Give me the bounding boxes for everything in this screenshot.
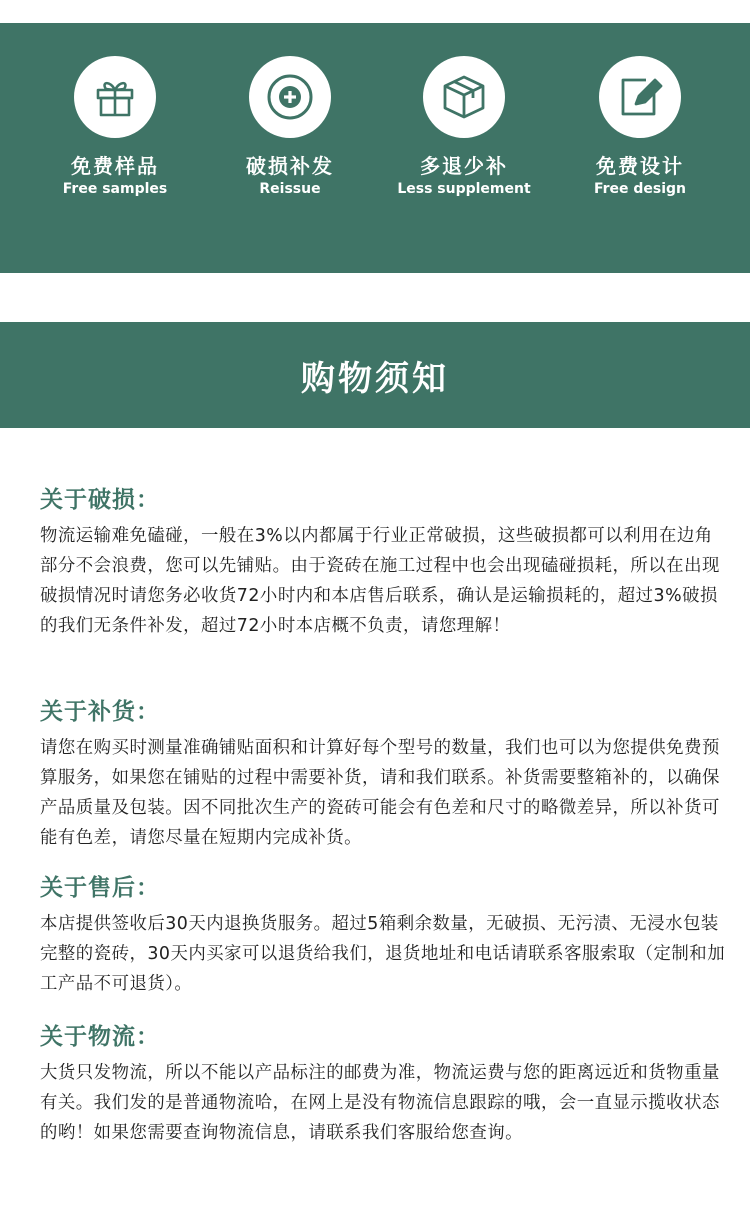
feature-reissue <box>215 56 365 198</box>
feature-free-design <box>565 56 715 198</box>
notice-title: 购物须知 <box>301 358 449 399</box>
section-body: 物流运输难免磕碰，一般在3%以内都属于行业正常破损，这些破损都可以利用在边角部分不会浪费，您可以先铺贴。由于瓷砖在施工过程中也会出现磕碰损耗，所以在出现破损情况时请您务必收货72小时内和本店售后联系，确认是运输损耗的，超过3%破损的我们无条件补发，超过72小时本店概不负责，请您理解！ <box>40 526 720 636</box>
section-heading: 关于补货： <box>40 699 160 725</box>
section-heading: 关于破损： <box>40 487 160 513</box>
section-body: 大货只发物流，所以不能以产品标注的邮费为准，物流运费与您的距离远近和货物重量有关。我们发的是普通物流哈，在网上是没有物流信息跟踪的哦，会一直显示揽收状态的哟！如果您需要查询物流信息，请联系我们客服给您查询。 <box>40 1063 720 1143</box>
section-logistics <box>40 1022 730 1148</box>
feature-icon-circle <box>74 56 156 138</box>
notice-banner <box>0 322 750 428</box>
section-body: 请您在购买时测量准确铺贴面积和计算好每个型号的数量，我们也可以为您提供免费预算服务，如果您在铺贴的过程中需要补货，请和我们联系。补货需要整箱补的，以确保产品质量及包装。因不同批次生产的瓷砖可能会有色差和尺寸的略微差异，所以补货可能有色差，请您尽量在短期内完成补货。 <box>40 738 720 848</box>
feature-subtitle: Less supplement <box>397 181 531 197</box>
feature-icon-circle <box>423 56 505 138</box>
feature-less-supplement <box>389 56 539 198</box>
section-restock <box>40 697 730 853</box>
section-heading: 关于售后： <box>40 875 160 901</box>
section-after-sales <box>40 873 730 999</box>
box-icon <box>439 72 489 122</box>
feature-subtitle: Free design <box>593 181 687 197</box>
feature-subtitle: Free samples <box>62 181 168 197</box>
feature-title: 破损补发 <box>246 154 334 178</box>
plus-circle-icon <box>265 72 315 122</box>
feature-title: 免费设计 <box>596 154 684 178</box>
edit-icon <box>616 73 664 121</box>
feature-icon-circle <box>599 56 681 138</box>
section-heading: 关于物流： <box>40 1024 160 1050</box>
feature-title: 免费样品 <box>71 154 159 178</box>
gift-icon <box>92 74 138 120</box>
feature-title: 多退少补 <box>420 154 508 178</box>
section-damage <box>40 485 730 641</box>
feature-icon-circle <box>249 56 331 138</box>
feature-subtitle: Reissue <box>259 181 321 197</box>
feature-free-samples <box>40 56 190 198</box>
section-body: 本店提供签收后30天内退换货服务。超过5箱剩余数量，无破损、无污渍、无浸水包装完整的瓷砖，30天内买家可以退货给我们，退货地址和电话请联系客服索取（定制和加工产品不可退货）。 <box>40 914 726 994</box>
